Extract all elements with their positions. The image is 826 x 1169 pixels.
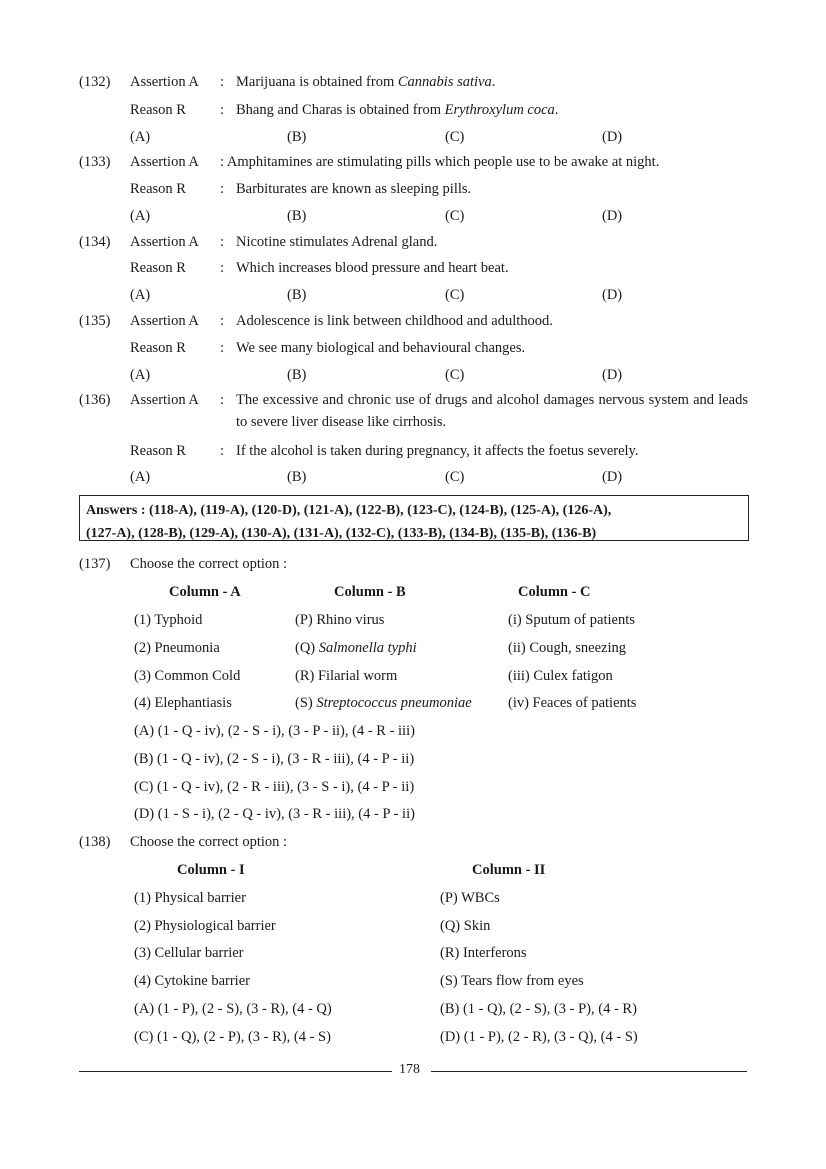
match-item: (3) Cellular barrier bbox=[134, 945, 244, 961]
footer-rule-right bbox=[431, 1071, 747, 1072]
reason-text: If the alcohol is taken during pregnancy, it affects the foetus severely. bbox=[236, 443, 639, 459]
option-c: (C) bbox=[445, 287, 465, 303]
match-item: (R) Interferons bbox=[440, 945, 527, 961]
match-item: (2) Physiological barrier bbox=[134, 918, 276, 934]
match-item: (Q) Salmonella typhi bbox=[295, 640, 417, 656]
question-number: (136) bbox=[79, 392, 111, 408]
assertion-label: Assertion A bbox=[130, 154, 199, 170]
match-item: (iii) Culex fatigon bbox=[508, 668, 613, 684]
option-c: (C) bbox=[445, 367, 465, 383]
option-d: (D) bbox=[602, 208, 623, 224]
option-c: (C) bbox=[445, 208, 465, 224]
answer-option: (C) (1 - Q), (2 - P), (3 - R), (4 - S) bbox=[134, 1029, 331, 1045]
reason-label: Reason R bbox=[130, 443, 186, 459]
colon: : bbox=[220, 443, 225, 459]
question-number: (137) bbox=[79, 556, 111, 572]
colon: : bbox=[220, 313, 225, 329]
assertion-text: : Amphitamines are stimulating pills which people use to be awake at night. bbox=[220, 154, 660, 170]
answer-option: (A) (1 - P), (2 - S), (3 - R), (4 - Q) bbox=[134, 1001, 332, 1017]
column-header: Column - B bbox=[334, 584, 406, 600]
question-number: (132) bbox=[79, 74, 111, 90]
match-item: (2) Pneumonia bbox=[134, 640, 220, 656]
reason-text: We see many biological and behavioural changes. bbox=[236, 340, 526, 356]
reason-label: Reason R bbox=[130, 340, 186, 356]
answer-option: (D) (1 - S - i), (2 - Q - iv), (3 - R - iii), (4 - P - ii) bbox=[134, 806, 415, 822]
match-item: (1) Typhoid bbox=[134, 612, 203, 628]
option-c: (C) bbox=[445, 469, 465, 485]
question-prompt: Choose the correct option : bbox=[130, 834, 288, 850]
reason-label: Reason R bbox=[130, 260, 186, 276]
option-d: (D) bbox=[602, 469, 623, 485]
answer-option: (C) (1 - Q - iv), (2 - R - iii), (3 - S - i), (4 - P - ii) bbox=[134, 779, 415, 795]
answers-line: (127-A), (128-B), (129-A), (130-A), (131-A), (132-C), (133-B), (134-B), (135-B), (136-B) bbox=[86, 526, 597, 541]
assertion-text: The excessive and chronic use of drugs and alcohol damages nervous system and leads to severe liver disease like cirrhosis. bbox=[236, 392, 748, 430]
answer-option: (A) (1 - Q - iv), (2 - S - i), (3 - P - ii), (4 - R - iii) bbox=[134, 723, 415, 739]
column-header: Column - C bbox=[518, 584, 591, 600]
match-item: (S) Streptococcus pneumoniae bbox=[295, 695, 472, 711]
match-item: (iv) Feaces of patients bbox=[508, 695, 637, 711]
match-item: (1) Physical barrier bbox=[134, 890, 246, 906]
option-b: (B) bbox=[287, 129, 307, 145]
page-number: 178 bbox=[399, 1062, 420, 1077]
column-header: Column - A bbox=[169, 584, 241, 600]
match-item: (3) Common Cold bbox=[134, 668, 241, 684]
assertion-text: Adolescence is link between childhood and adulthood. bbox=[236, 313, 553, 329]
colon: : bbox=[220, 74, 225, 90]
colon: : bbox=[220, 102, 225, 118]
match-item: (4) Elephantiasis bbox=[134, 695, 232, 711]
reason-text: Bhang and Charas is obtained from Erythroxylum coca. bbox=[236, 102, 559, 118]
footer-rule-left bbox=[79, 1071, 392, 1072]
match-item: (P) Rhino virus bbox=[295, 612, 385, 628]
assertion-label: Assertion A bbox=[130, 74, 199, 90]
answer-option: (D) (1 - P), (2 - R), (3 - Q), (4 - S) bbox=[440, 1029, 638, 1045]
option-a: (A) bbox=[130, 287, 151, 303]
option-b: (B) bbox=[287, 367, 307, 383]
colon: : bbox=[220, 340, 225, 356]
match-item: (ii) Cough, sneezing bbox=[508, 640, 626, 656]
match-item: (S) Tears flow from eyes bbox=[440, 973, 584, 989]
column-header: Column - I bbox=[177, 862, 245, 878]
option-d: (D) bbox=[602, 287, 623, 303]
assertion-text: Nicotine stimulates Adrenal gland. bbox=[236, 234, 438, 250]
answers-box bbox=[79, 495, 749, 541]
match-item: (R) Filarial worm bbox=[295, 668, 398, 684]
answer-option: (B) (1 - Q), (2 - S), (3 - P), (4 - R) bbox=[440, 1001, 637, 1017]
option-d: (D) bbox=[602, 367, 623, 383]
reason-label: Reason R bbox=[130, 181, 186, 197]
option-b: (B) bbox=[287, 469, 307, 485]
answer-option: (B) (1 - Q - iv), (2 - S - i), (3 - R - iii), (4 - P - ii) bbox=[134, 751, 415, 767]
option-a: (A) bbox=[130, 469, 151, 485]
column-header: Column - II bbox=[472, 862, 546, 878]
reason-label: Reason R bbox=[130, 102, 186, 118]
option-d: (D) bbox=[602, 129, 623, 145]
colon: : bbox=[220, 234, 225, 250]
match-item: (Q) Skin bbox=[440, 918, 491, 934]
assertion-label: Assertion A bbox=[130, 392, 199, 408]
colon: : bbox=[220, 181, 225, 197]
question-number: (133) bbox=[79, 154, 111, 170]
option-a: (A) bbox=[130, 367, 151, 383]
option-a: (A) bbox=[130, 129, 151, 145]
assertion-label: Assertion A bbox=[130, 313, 199, 329]
question-prompt: Choose the correct option : bbox=[130, 556, 288, 572]
reason-text: Which increases blood pressure and heart beat. bbox=[236, 260, 509, 276]
question-number: (138) bbox=[79, 834, 111, 850]
reason-text: Barbiturates are known as sleeping pills. bbox=[236, 181, 472, 197]
colon: : bbox=[220, 392, 225, 408]
match-item: (i) Sputum of patients bbox=[508, 612, 635, 628]
option-a: (A) bbox=[130, 208, 151, 224]
assertion-label: Assertion A bbox=[130, 234, 199, 250]
option-c: (C) bbox=[445, 129, 465, 145]
match-item: (4) Cytokine barrier bbox=[134, 973, 250, 989]
question-number: (135) bbox=[79, 313, 111, 329]
match-item: (P) WBCs bbox=[440, 890, 500, 906]
question-number: (134) bbox=[79, 234, 111, 250]
colon: : bbox=[220, 260, 225, 276]
answers-line: Answers : (118-A), (119-A), (120-D), (121-A), (122-B), (123-C), (124-B), (125-A), (126-A), bbox=[86, 503, 612, 518]
option-b: (B) bbox=[287, 208, 307, 224]
option-b: (B) bbox=[287, 287, 307, 303]
assertion-text: Marijuana is obtained from Cannabis sativa. bbox=[236, 74, 496, 90]
